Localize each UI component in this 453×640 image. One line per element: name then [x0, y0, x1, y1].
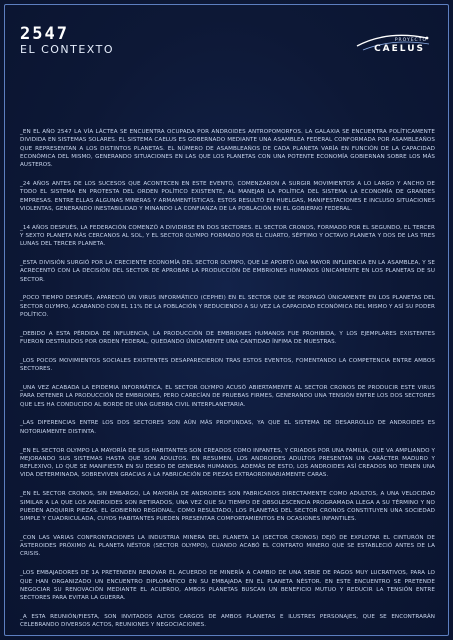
- header: [20, 26, 433, 66]
- caelus-logo: [347, 26, 433, 64]
- paragraph: _POCO TIEMPO DESPUÉS, APARECIÓ UN VIRUS INFORMÁTICO (CEPHEI) EN EL SECTOR QUE SE PROPAGÓ ÚNICAMENTE EN LOS PLANETAS DEL SECTOR OLYMPO, ACABANDO CON EL 11% DE LA POBLACIÓN Y REDUCIENDO A SU VEZ LA CAPACIDAD ECONÓMICA DEL MISMO Y ASÍ SU PODER POLÍTICO.: [20, 295, 436, 319]
- paragraph: _EN EL SECTOR OLYMPO LA MAYORÍA DE SUS HABITANTES SON CREADOS COMO INFANTES, Y CRIADOS POR UNA FAMILIA, QUE VA AMPLIANDO Y MEJORANDO SUS SISTEMAS HASTA QUE SON ADULTOS. EN RESUMEN, LOS ANDROIDES ADULTOS PRESENTAN UN CARÁCTER MADURO Y REFLEXIVO, LO QUE SE MANIFIESTA EN SU DESEO DE GENERAR HUMANOS. ADEMÁS DE ESTO, LOS ANDROIDES ASÍ CREADOS NO TIENEN UNA VIDA DETERMINADA, SOBREVIVEN GRACIAS A LA FABRICACIÓN DE PIEZAS EXTRAORDINARIAMENTE CARAS.: [20, 447, 435, 479]
- paragraph: _LOS EMBAJADORES DE 1A PRETENDEN RENOVAR EL ACUERDO DE MINERÍA A CAMBIO DE UNA SERIE DE PAGOS MUY LUCRATIVOS, PARA LO QUE HAN ORGANIZADO UN ENCUENTRO DIPLOMÁTICO EN SU EMBAJADA EN EL PLANETA NÉSTOR. EN ESTE ENCUENTRO SE PRETENDE NEGOCIAR SU RENOVACIÓN MEDIANTE EL ACUERDO, AMBOS PLANETAS BUSCAN UN BENEFICIO MUTUO Y REDUCIR LA TENSIÓN ENTRE SECTORES PARA EVITAR LA GUERRA.: [20, 570, 435, 602]
- page-title: EL CONTEXTO: [20, 43, 115, 56]
- paragraph: _24 AÑOS ANTES DE LOS SUCESOS QUE ACONTECEN EN ESTE EVENTO, COMENZARON A SURGIR MOVIMIENTOS A LO LARGO Y ANCHO DE TODO EL SISTEMA EN PROTESTA DEL ORDEN POLÍTICO EXISTENTE, AL MANEJAR LA POLÍTICA DEL SISTEMA LA ECONOMÍA DE GRANDES EMPRESAS. ENTRE ELLAS ALGUNAS MINERAS Y ARMAMENTÍSTICAS. ESTOS RESULTÓ EN HUELGAS, MANIFESTACIONES E INCLUSO SITUACIONES VIOLENTAS, GENERANDO INESTABILIDAD Y MINANDO LA CONFIANZA DE LA POBLACIÓN EN EL GOBIERNO FEDERAL.: [20, 180, 435, 212]
- year-title: 2547: [20, 24, 69, 44]
- paragraph: _ESTA DIVISIÓN SURGIÓ POR LA CRECIENTE ECONOMÍA DEL SECTOR OLYMPO, QUE LE APORTÓ UNA MAYOR INFLUENCIA EN LA ASAMBLEA, Y SE ACRECENTÓ CON LA DECISIÓN DEL SECTOR DE APROBAR LA PRODUCCIÓN DE EMBRIONES HUMANOS ÚNICAMENTE EN LOS PLANETAS DE SU SECTOR.: [20, 260, 435, 283]
- paragraph: _14 AÑOS DESPUÉS, LA FEDERACIÓN COMENZÓ A DIVIDIRSE EN DOS SECTORES. EL SECTOR CRONOS, FORMADO POR EL SEGUNDO, EL TERCER Y SEXTO PLANETA MÁS CERCANOS AL SOL, Y EL SECTOR OLYMPO FORMADO POR EL CUARTO, SÉPTIMO Y OCTAVO PLANETA Y DOS DE LAS TRES LUNAS DEL TERCER PLANETA.: [20, 224, 435, 248]
- context-text: [20, 128, 436, 629]
- paragraph: _DEBIDO A ESTA PÉRDIDA DE INFLUENCIA, LA PRODUCCIÓN DE EMBRIONES HUMANOS FUE PROHIBIDA, Y LOS EJEMPLARES EXISTENTES FUERON DESTRUIDOS POR ORDEN FEDERAL, QUEDANDO ÚNICAMENTE UNA CANTIDAD ÍNFIMA DE MUESTRAS.: [20, 330, 435, 346]
- paragraph: _UNA VEZ ACABADA LA EPIDEMIA INFORMÁTICA, EL SECTOR OLYMPO ACUSÓ ABIERTAMENTE AL SECTOR CRONOS DE PRODUCIR ESTE VIRUS PARA DETENER LA PRODUCCIÓN DE EMBRIONES, PERO CARECÍAN DE PRUEBAS FIRMES, GENERANDO UNA TENSIÓN ENTRE LOS DOS SECTORES QUE LES HA CONDUCIDO AL BORDE DE UNA GUERRA CIVIL INTERPLANETARIA.: [20, 385, 435, 408]
- paragraph: _LOS POCOS MOVIMIENTOS SOCIALES EXISTENTES DESAPARECIERON TRAS ESTOS EVENTOS, FOMENTANDO LA COMPETENCIA ENTRE AMBOS SECTORES.: [20, 357, 435, 373]
- logo-small-text: PROYECTO: [394, 38, 427, 43]
- paragraph: _EN EL AÑO 2547 LA VÍA LÁCTEA SE ENCUENTRA OCUPADA POR ANDROIDES ANTROPOMORFOS. LA GALAXIA SE ENCUENTRA POLÍTICAMENTE DIVIDIDA EN SISTEMAS SOLARES. EL SISTEMA CAELUS ES GOBERNADO MEDIANTE UNA ASAMBLEA FEDERAL CONFORMADA POR ASAMBLEAÑOS QUE REPRESENTAN A LOS DISTINTOS PLANETAS. EL NÚMERO DE ASAMBLEAÑOS DE CADA PLANETA VARÍA EN FUNCIÓN DE LA CAPACIDAD ECONÓMICA DEL MISMO, GENERANDO SITUACIONES EN LAS QUE LOS PLANETAS CON UNA POTENTE ECONOMÍA GOBIERNAN SOBRE LOS MÁS AUSTEROS.: [20, 129, 435, 169]
- logo-big-text: CAELUS: [374, 44, 425, 54]
- paragraph: _LAS DIFERENCIAS ENTRE LOS DOS SECTORES SON AÚN MÁS PROFUNDAS, YA QUE EL SISTEMA DE DESARROLLO DE ANDROIDES ES NOTORIAMENTE DISTINTA.: [20, 420, 435, 435]
- paragraph: _CON LAS VARIAS CONFRONTACIONES LA INDUSTRIA MINERA DEL PLANETA 1A (SECTOR CRONOS) DEJÓ DE EXPLOTAR EL CINTURÓN DE ASTEROIDES PRÓXIMO AL PLANETA NÉSTOR (SECTOR OLYMPO), CUANDO ACABÓ EL CONTRATO MINERO QUE SE ESTABLECIÓ ANTES DE LA CRISIS.: [20, 534, 435, 558]
- paragraph: _EN EL SECTOR CRONOS, SIN EMBARGO, LA MAYORÍA DE ANDROIDES SON FABRICADOS DIRECTAMENTE COMO ADULTOS, A UNA VELOCIDAD SIMILAR A LA QUE LOS ANDROIDES SON RETIRADOS, UNA VEZ QUE SU TIEMPO DE OBSOLESCENCIA PROGRAMADA LLEGA A SU TÉRMINO Y NO PUEDEN ADQUIRIR PIEZAS. EL GOBIERNO REGIONAL, COMO RESULTADO, LOS PLANETAS DEL SECTOR CRONOS CONSTITUYEN UNA SOCIEDAD SIMPLE Y CUADRICULADA, CUYOS HABITANTES PUEDEN PRESENTAR COMPORTAMIENTOS EN OCASIONES INFANTILES.: [20, 491, 435, 523]
- paragraph: _A ESTA REUNIÓN/FIESTA, SON INVITADOS ALTOS CARGOS DE AMBOS PLANETAS E ILUSTRES PERSONAJES, QUE SE ENCONTRARÁN CELEBRANDO DIVERSOS ACTOS, REUNIONES Y NEGOCIACIONES.: [20, 613, 435, 629]
